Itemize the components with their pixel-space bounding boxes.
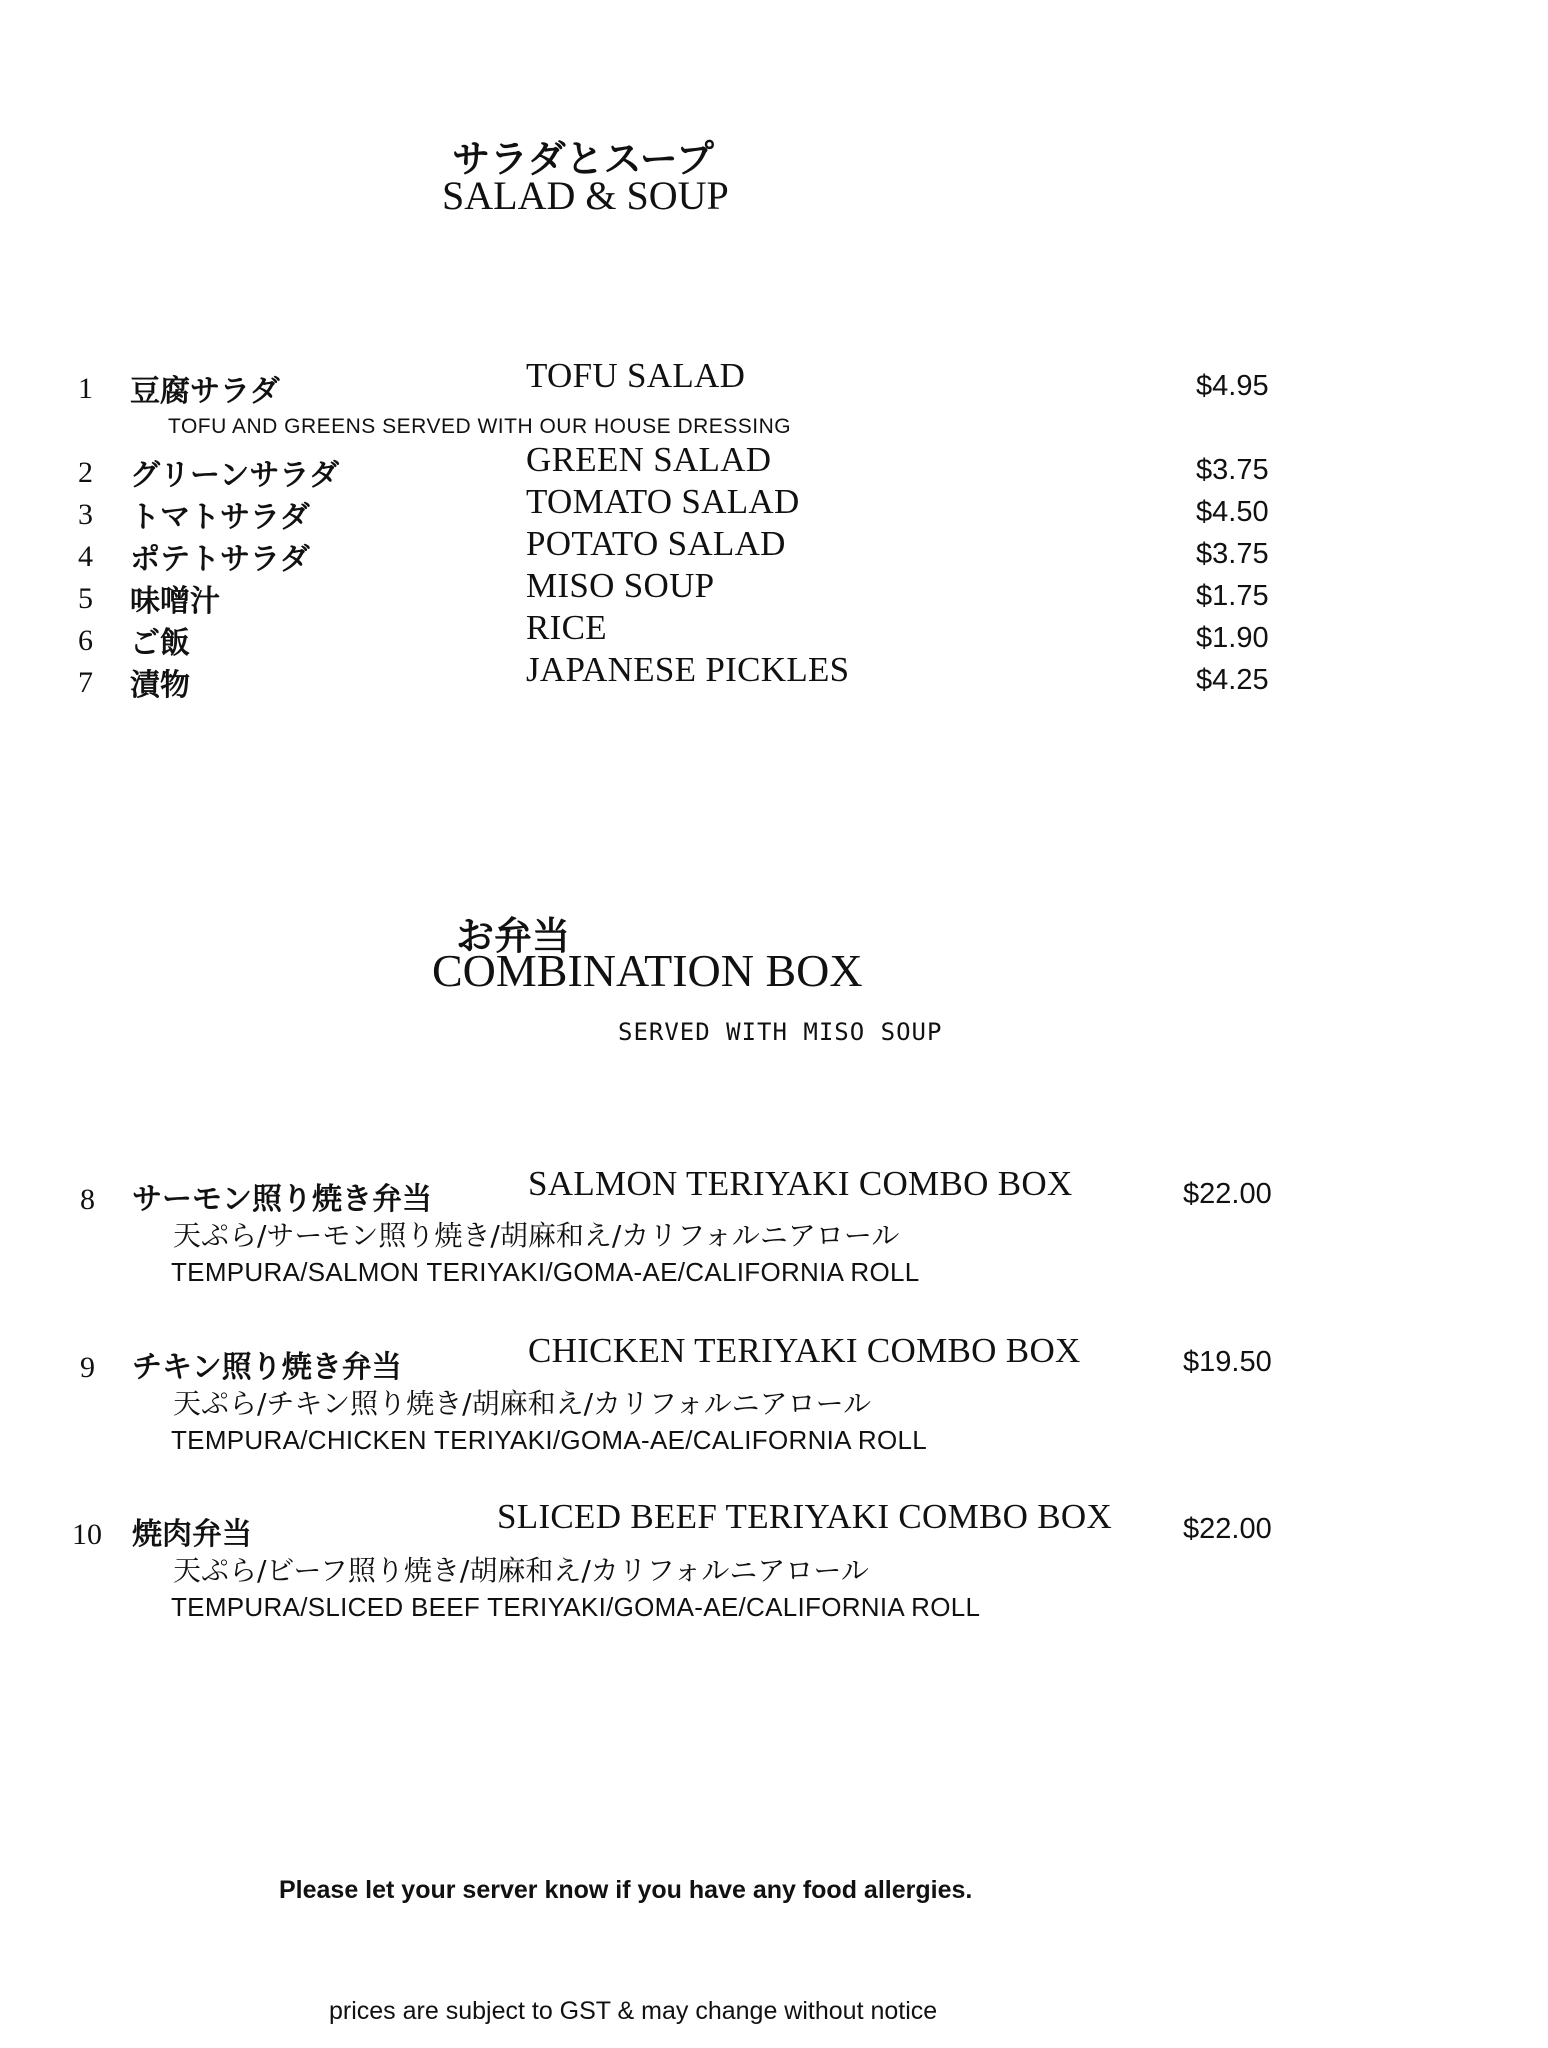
item-name-en: JAPANESE PICKLES [526,650,850,689]
item-name-en: MISO SOUP [526,566,715,605]
item-contents-en: TEMPURA/SLICED BEEF TERIYAKI/GOMA-AE/CALIFORNIA ROLL [171,1592,981,1622]
item-name-jp: 焼肉弁当 [132,1517,252,1552]
salad-title-jp: サラダとスープ [452,137,714,181]
item-name-jp: 味噌汁 [130,584,220,619]
item-number: 2 [78,456,93,489]
item-price: $1.75 [1196,580,1269,612]
item-price: $3.75 [1196,454,1269,486]
combo-title-jp: お弁当 [456,914,571,958]
item-name-en: SALMON TERIYAKI COMBO BOX [528,1164,1073,1203]
item-number: 7 [78,666,93,699]
item-number: 5 [78,582,93,615]
item-price: $4.25 [1196,664,1269,696]
item-name-jp: サーモン照り焼き弁当 [132,1182,432,1217]
item-name-jp: チキン照り焼き弁当 [132,1350,402,1385]
item-number: 9 [80,1351,95,1384]
item-price: $3.75 [1196,538,1269,570]
item-contents-jp: 天ぷら/サーモン照り焼き/胡麻和え/カリフォルニアロール [173,1219,900,1252]
allergy-note: Please let your server know if you have any food allergies. [279,1876,973,1904]
item-number: 1 [78,372,93,405]
item-contents-en: TEMPURA/CHICKEN TERIYAKI/GOMA-AE/CALIFORNIA ROLL [171,1425,928,1455]
item-name-jp: 豆腐サラダ [130,374,280,409]
salad-title-en: SALAD & SOUP [442,173,729,218]
item-number: 4 [78,540,93,573]
item-name-jp: ご飯 [130,626,190,661]
item-name-jp: トマトサラダ [130,500,310,535]
item-contents-en: TEMPURA/SALMON TERIYAKI/GOMA-AE/CALIFORNIA ROLL [171,1257,920,1287]
item-description: TOFU AND GREENS SERVED WITH OUR HOUSE DRESSING [168,415,792,438]
item-contents-jp: 天ぷら/ビーフ照り焼き/胡麻和え/カリフォルニアロール [173,1554,869,1587]
item-name-jp: 漬物 [130,668,190,703]
item-name-en: TOMATO SALAD [526,482,800,521]
item-name-en: SLICED BEEF TERIYAKI COMBO BOX [497,1497,1113,1536]
item-name-en: POTATO SALAD [526,524,786,563]
item-name-en: TOFU SALAD [526,356,746,395]
item-price: $4.95 [1196,370,1269,402]
item-name-jp: グリーンサラダ [130,458,340,493]
item-price: $22.00 [1183,1178,1272,1210]
item-number: 10 [72,1518,102,1551]
item-price: $1.90 [1196,622,1269,654]
combo-title-en: COMBINATION BOX [432,945,863,996]
item-price: $22.00 [1183,1513,1272,1545]
item-name-en: CHICKEN TERIYAKI COMBO BOX [528,1331,1081,1370]
item-contents-jp: 天ぷら/チキン照り焼き/胡麻和え/カリフォルニアロール [173,1387,872,1420]
item-price: $19.50 [1183,1346,1272,1378]
item-name-en: RICE [526,608,607,647]
item-name-en: GREEN SALAD [526,440,772,479]
combo-note: SERVED WITH MISO SOUP [618,1018,943,1046]
item-price: $4.50 [1196,496,1269,528]
item-name-jp: ポテトサラダ [130,542,310,577]
item-number: 6 [78,624,93,657]
item-number: 3 [78,498,93,531]
item-number: 8 [80,1183,95,1216]
gst-note: prices are subject to GST & may change without notice [329,1997,938,2025]
